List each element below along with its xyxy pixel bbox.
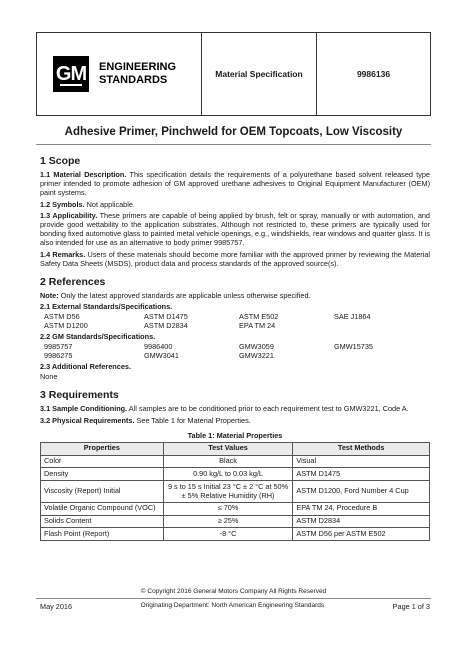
footer-page-number: Page 1 of 3 [392, 602, 430, 611]
footer-department: Originating Department: North American Engineering Standards [140, 602, 325, 609]
list-item: GMW3041 [144, 351, 179, 361]
list-item: EPA TM 24 [239, 321, 276, 331]
additional-references-heading: 2.3 Additional References. [40, 362, 131, 372]
table-header-test-methods: Test Methods [293, 442, 430, 455]
header-logo-cell [37, 33, 202, 115]
table-title: Table 1: Material Properties [187, 430, 283, 440]
list-item: SAE J1864 [334, 312, 371, 322]
para-3-2 [40, 416, 430, 425]
copyright-notice: © Copyright 2016 General Motors Company All Rights Reserved [140, 588, 327, 595]
table-cell-method: ASTM D1200, Ford Number 4 Cup [293, 481, 430, 503]
gm-standards-list [40, 342, 430, 360]
section-3-heading: 3 Requirements [40, 389, 119, 402]
footer-divider [36, 598, 431, 599]
table-cell-value: ≥ 25% [163, 515, 293, 528]
para-3-1-text: All samples are to be conditioned prior to each requirement test to GMW3221, Code A. [127, 404, 409, 414]
table-row [41, 515, 430, 528]
list-item: ASTM D56 [44, 312, 80, 322]
table-cell-value: 0.90 kg/L to 0.03 kg/L [163, 468, 293, 481]
para-1-4-text: Users of these materials should become more familiar with the approved primer by reviewing the Material Safety Data Sheets (MSDS), product data and process standards of the approved source(s). [40, 249, 430, 268]
table-cell-property: Density [41, 468, 164, 481]
para-3-1-label: 3.1 Sample Conditioning. [40, 404, 128, 414]
list-item: 9986400 [144, 342, 173, 352]
table-row [41, 455, 430, 468]
table-cell-method: ASTM D56 per ASTM E502 [293, 528, 430, 541]
table-cell-property: Solids Content [41, 515, 164, 528]
table-row [41, 481, 430, 503]
section-1-heading: 1 Scope [40, 155, 81, 167]
para-1-1 [40, 170, 430, 198]
document-body [40, 155, 430, 541]
table-cell-value: -8 °C [163, 528, 293, 541]
list-item [334, 321, 434, 330]
table-row [41, 502, 430, 515]
para-1-4-label: 1.4 Remarks. [40, 249, 86, 259]
list-item [334, 351, 434, 360]
para-1-2 [40, 200, 430, 209]
para-1-1-label: 1.1 Material Description. [40, 170, 127, 179]
references-note [40, 291, 430, 300]
list-item: ASTM D2834 [144, 321, 188, 331]
note-label: Note: [40, 291, 59, 301]
list-item: GMW3221 [239, 351, 274, 361]
table-cell-property: Volatile Organic Compound (VOC) [41, 502, 164, 515]
footer-date: May 2016 [40, 602, 73, 611]
para-1-3-text: These primers are capable of being applied by brush, felt or spray, manually or with automation, and provide good wettability to the application substrates. Although not restricted to, these primers are typically used for bonding fixed automotive glass to painted metal vehicle openings, e.g., windshields, rear windows and quarter glass. It is also intended for use as an alternative to body primer 9985757. [40, 210, 430, 248]
table-cell-method: ASTM D2834 [293, 515, 430, 528]
list-item: ASTM D1475 [144, 312, 188, 322]
table-header-properties: Properties [41, 442, 164, 455]
list-item: ASTM D1200 [44, 321, 88, 331]
note-text: Only the latest approved standards are applicable unless otherwise specified. [58, 291, 311, 301]
list-item: GMW15735 [334, 342, 373, 352]
list-item: 9986275 [44, 351, 73, 361]
table-cell-value: ≤ 70% [163, 502, 293, 515]
table-cell-method: Visual [293, 455, 430, 468]
para-3-1 [40, 404, 430, 413]
list-item: GMW3059 [239, 342, 274, 352]
material-properties-table [40, 442, 430, 541]
doc-number: 9986136 [356, 69, 391, 79]
table-header-test-values: Test Values [163, 442, 293, 455]
table-cell-property: Color [41, 455, 164, 468]
document-header [36, 32, 431, 116]
section-2-heading: 2 References [40, 276, 106, 289]
table-cell-property: Flash Point (Report) [41, 528, 164, 541]
para-1-2-text: Not applicable. [84, 199, 135, 209]
table-row [41, 468, 430, 481]
para-1-4 [40, 250, 430, 268]
para-1-2-label: 1.2 Symbols. [40, 199, 85, 209]
gm-standards-heading: 2.2 GM Standards/Specifications. [40, 332, 156, 342]
table-cell-property: Viscosity (Report) Initial [41, 481, 164, 503]
table-row [41, 528, 430, 541]
table-cell-method: ASTM D1475 [293, 468, 430, 481]
additional-references-text: None [40, 372, 58, 382]
list-item: 9985757 [44, 342, 73, 352]
table-cell-value: 9 s to 15 s Initial 23 °C ± 2 °C at 50% ± 5% Relative Humidity (RH) [163, 481, 293, 503]
para-3-2-label: 3.2 Physical Requirements. [40, 415, 135, 425]
external-standards-heading: 2.1 External Standards/Specifications. [40, 302, 173, 312]
page-footer [40, 602, 430, 611]
para-1-1-text: This specification details the requirements of a polyurethane based solvent released type primer intended to promote adhesion of GM approved urethane adhesives to Original Equipment Manufacturer (OEM) paint systems. [40, 170, 430, 198]
org-line-2: STANDARDS [99, 74, 168, 86]
para-3-2-text: See Table 1 for Material Properties. [134, 415, 251, 425]
table-cell-value: Black [163, 455, 293, 468]
document-title: Adhesive Primer, Pinchweld for OEM Topcoats, Low Viscosity [64, 126, 403, 138]
org-line-1: ENGINEERING [99, 61, 177, 73]
gm-logo-icon: GM [53, 56, 89, 92]
engineering-standards-label [99, 61, 176, 87]
para-1-3 [40, 211, 430, 248]
external-standards-list [40, 312, 430, 330]
list-item: ASTM E502 [239, 312, 279, 322]
doc-type: Material Specification [202, 33, 317, 115]
table-header-row [41, 442, 430, 455]
table-cell-method: EPA TM 24, Procedure B [293, 502, 430, 515]
para-1-3-label: 1.3 Applicability. [40, 210, 98, 220]
title-divider [36, 144, 431, 145]
